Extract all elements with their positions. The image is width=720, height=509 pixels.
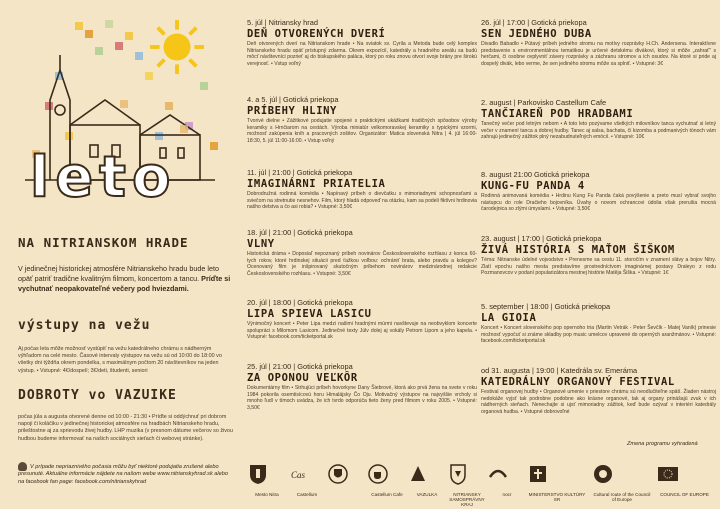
- event-title: ŽIVÁ HISTÓRIA S MAŤOM ŠIŠKOM: [481, 244, 675, 256]
- intro-text-highlight: Príďte si vychutnať neopakovateľné večery pod hviezdami.: [18, 273, 231, 293]
- event-card: [247, 18, 477, 68]
- event-card: [481, 18, 716, 68]
- event-card: [247, 298, 477, 341]
- event-title: PRÍBEHY HLINY: [247, 105, 337, 117]
- event-card: [481, 302, 716, 345]
- left-column: [0, 0, 245, 509]
- event-description: Rodinná animovaná komédia • Hrdinu Kung Fu Panda čaká povýšenie a preto musí vybrať svojho nástupcu do role Dračieho bojovníka. Úvahy o novom ochrancovi údolia však prerušia mocná čarodejnica so zlými úmyslami. • Vstupné: 3,50€: [481, 193, 716, 213]
- logo-label: nocr: [502, 492, 512, 497]
- event-date-place: 2. august | Parkovisko Castellum Cafe: [481, 98, 607, 107]
- logo-castellum[interactable]: [287, 463, 327, 501]
- logo-label: MINISTERSTVO KULTÚRY SR: [528, 492, 586, 503]
- program-change-note: Zmena programu vyhradená: [627, 441, 698, 447]
- intro-text-main: V jedinečnej historickej atmosfére Nitrianskeho hradu bude leto opäť patriť tradične kvalitným filmom, koncertom a tancu.: [18, 264, 219, 283]
- event-description: Výnimočný koncert • Peter Lipa medzi našimi hradnými múrmi navštevuje na neobvyklom koncerte spolupráci s Milomom Lasicom. Jedinečné texty Júlv dolej aj vokály Petrom Lipom a jeho kapela. • Vstupné: facebook.com/ticketportal.sk: [247, 321, 477, 341]
- event-description: Divadlo Babadlo • Pútavý príbeh jedného stromu na motívy rozprávky H.Ch. Andersena. Interaktívne predstavenie s environmentálnou tematikou je určené detskému divákovi, ktorý si môže „zahrať" s herčami, či osobne ovplyvniť závery rozprávky a záchranu stromov a ich osudov. Na ktoré si pride aj dospelý divák, lebo verme, že sen jediného stromu môže sa splniť. • Vstupné: 3€: [481, 41, 716, 68]
- event-date-place: 23. august | 17:00 | Gotická priekopa: [481, 234, 602, 243]
- festival-title: leto: [30, 145, 177, 210]
- event-card: [247, 228, 477, 278]
- weather-note: [18, 462, 233, 486]
- crest-icon: [327, 463, 349, 485]
- logo-label: COUNCIL OF EUROPE: [660, 492, 709, 497]
- event-description: Téma: Nitrianske údelné vojvodstvo • Prenesme sa cestu 11. storočím v znamení slávy a bojov Nitry. Zlatí epochu našho mesta predstavíme prostredníctvom imaginárnej postavy Draleyo z rodu Pozmanovcov v podaní popularizátora mestnej histórie Matěja Šiška. • Vstupné: 1€: [481, 257, 716, 277]
- event-card: [481, 170, 716, 213]
- svg-text:Cas: Cas: [290, 470, 306, 480]
- event-date-place: 26. júl | 17:00 | Gotická priekopa: [481, 18, 587, 27]
- vazulka-icon: [407, 463, 429, 485]
- tower-section-text: Aj počas leta môže možnosť vystúpiť na vežu katedrálneho chrámu s nádherným výhľadom na celé mesto. Časové intervaly výstupov na vežu sú od 10:00 do 18:00 vo všetky dni týždňa okrem pondelka, s maximálnym počtom 20 návštevníkov na jeden výstup. • Vstupné: 4€/dospelí; 3€/deti, študenti, seniori: [18, 346, 222, 374]
- cloud-rain-icon: [18, 462, 27, 471]
- logo-label: NITRIANSKY SAMOSPRÁVNY KRAJ: [449, 492, 485, 508]
- ministry-icon: [527, 463, 549, 485]
- event-title: LA GIOIA: [481, 312, 537, 324]
- logo-mesto-nitra[interactable]: [247, 463, 287, 501]
- logo-label: Castellum: [296, 492, 318, 497]
- city-crest-icon: [247, 463, 269, 485]
- logo-nsk[interactable]: [447, 463, 487, 508]
- event-card: [247, 168, 477, 211]
- event-date-place: 18. júl | 21:00 | Gotická priekopa: [247, 228, 353, 237]
- event-title: TANČIAREŇ POD HRADBAMI: [481, 108, 634, 120]
- event-description: Tanečný večer pod letným nebom • A toto leto pozývame všetkých milovníkov tanca vychutnať si letný večer v znamení tanca a dobrej hudby. Tanec aj salsa, bachata, či kizomba a podmanivých tónoch vám zahrajú jedinečný zážitok plný nezabudnuteľných emócií. • Vstupné: 10€: [481, 121, 716, 141]
- vazulka-section-title: DOBROTY vo VAZUIKE: [18, 388, 177, 403]
- event-date-place: 5. júl | Nitriansky hrad: [247, 18, 318, 27]
- weather-note-text: V prípade nepriaznivého počasia môžu byť niektoré podujatia zrušené alebo presunuté. Aktuálne informácie nájdete na našom webe www.nitrianskyhrad.sk alebo na facebook fan page: facebook.com/nitrianskyhrad: [18, 463, 228, 485]
- event-card: [481, 98, 716, 141]
- event-date-place: 25. júl | 21:00 | Gotická priekopa: [247, 362, 353, 371]
- logo-label: VAZULKA: [416, 492, 438, 497]
- event-title: SEN JEDNÉHO DUBA: [481, 28, 592, 40]
- event-title: LIPA SPIEVA LASICU: [247, 308, 372, 320]
- event-title: KATEDRÁLNY ORGANOVÝ FESTIVAL: [481, 376, 675, 388]
- event-title: ZA OPONOU VEĽKÔR: [247, 372, 358, 384]
- right-column: [481, 0, 716, 509]
- event-title: DEŇ OTVORENÝCH DVERÍ: [247, 28, 386, 40]
- festival-subtitle: NA NITRIANSKOM HRADE: [18, 235, 189, 250]
- event-description: Tvorivé dielne • Zážitkové podujatie spojené s praktickými ukážkami tradičných spôsobov výroby keramiky s Hrnčiarom na cestách. Výroba miniatúr velkomoravskej keramiky s typickými vzormi, možnosť zakúpenia kníh a pracovných zošitov. Organizátor: Matica slovenská Nitra | 4. júl 16:00-18:30, 5. júl 11:00-16:00. • Vstup voľný: [247, 118, 477, 145]
- region-crest-icon: [447, 463, 469, 485]
- event-title: KUNG-FU PANDA 4: [481, 180, 585, 192]
- event-date-place: 11. júl | 21:00 | Gotická priekopa: [247, 168, 353, 177]
- logo-cultural-route[interactable]: [592, 463, 652, 501]
- partner-logos: [247, 463, 717, 508]
- logo-label: Mesto Nitra: [255, 492, 279, 497]
- middle-column: [247, 0, 477, 509]
- event-date-place: 4. a 5. júl | Gotická priekopa: [247, 95, 339, 104]
- event-description: Koncert • Koncert slovenského pop opernoho tria (Martin Vetrák - Peter Ševčík - Matej Vaník) prinesie možnosť vypočuť si známe skladby pop music umelcov upravené do operných aranžmánov. • Vstupné: facebook.com/ticketportal.sk: [481, 325, 716, 345]
- castellum-icon: [287, 463, 309, 485]
- nocr-icon: [487, 463, 509, 485]
- logo-council-of-europe[interactable]: [657, 463, 712, 501]
- logo-label: Cultural route of the Council of Europe: [593, 492, 651, 503]
- council-europe-icon: [657, 463, 679, 485]
- logo-label: Castellum Cafe: [371, 492, 403, 497]
- event-date-place: od 31. augusta | 19:00 | Katedrála sv. Emeráma: [481, 366, 638, 375]
- vazulka-section-text: počas júla a augusta otvorené denne od 10:00 - 21:30 • Príďte si oddýchnuť pri dobrom napoji či koláčiku v jedinečnej historickej atmosfére na hradbách Nitrianskeho hradu, prileštostne aj za sprievodu živej hudby. LHP muzika (v presnom dátume večerov so živou hudbou budeme informovať na našich sociálnych sieťach či webovej stránke).: [18, 414, 233, 442]
- logo-castellum-cafe[interactable]: [367, 463, 407, 501]
- event-card: [481, 366, 716, 416]
- event-description: Festival organovej hudby • Organové umenie v priestore chrámu sú neodlučiteľne spätí. Žiaden nástroj nedokáže vyjsť tak podrobne podobne ako krásne organové, tak aj organy prinášajú zvuk v ich nádherných sieňach. Nenechajte si ujsť mimoriadny zážitok, keď bude ozývať v interiéri katedrály organová hudba. • Vstupné dobrovoľné: [481, 389, 716, 416]
- event-description: Dokumentárny film • Strhujúci príbeh hovorkyne Dany Šiebrové, ktorá ako prvá žena na svete v roku 1984 pokorila osemtisícovú horu Himalájsky Čo Oju. Motivačný výstupov na najvyššie vrcholy si mnoho ľudí v tímoch uvádza, že ich tvrdo odporúča tieto ženy pred filmom v roku 2005. • Vstupné: 3,50€: [247, 385, 477, 412]
- event-date-place: 8. august 21:00 Gotická priekopa: [481, 170, 590, 179]
- logo-crest[interactable]: [327, 463, 367, 501]
- intro-text: [18, 264, 233, 293]
- event-date-place: 5. september | 18:00 | Gotická priekopa: [481, 302, 611, 311]
- event-card: [481, 234, 716, 277]
- castellum-cafe-icon: [367, 463, 389, 485]
- event-title: IMAGINÁRNI PRIATELIA: [247, 178, 386, 190]
- hero: [0, 0, 245, 230]
- event-description: Historická dráma • Doposiaľ nepoznaný príbeh novinárov Československého rozhlasu z konca 60-tych rokov, ktoré hrdinskej situácii pred ťažkou voľbou: ochrániť brata, alebo pravdu a kolegov? Ocenovaný film je inšpirovaný skutočným príbehom novinárov medzinárodnej redakcie Československého rozhlasu. • Vstupné: 3,50€: [247, 251, 477, 278]
- event-description: Deň otvorených dverí na Nitrianskom hrade • Na sviatok sv. Cyrila a Metoda bude celý komplex Nitrianskeho hradu opäť prístupný zdarma. Okrem expozícií, katedrály a hradného areálu sa budú môcť návštevníci pozrieť aj do biskupského paláca, ktorý po roku znovu otvorí svoje brány pre širokú verejnosť. • Vstup voľný: [247, 41, 477, 68]
- tower-section-title: výstupy na vežu: [18, 318, 151, 333]
- logo-vazulka[interactable]: [407, 463, 447, 501]
- logo-nocr[interactable]: [487, 463, 527, 501]
- event-date-place: 20. júl | 18:00 | Gotická priekopa: [247, 298, 353, 307]
- cultural-route-icon: [592, 463, 614, 485]
- event-title: VLNY: [247, 238, 275, 250]
- event-card: [247, 362, 477, 412]
- logo-ministry[interactable]: [527, 463, 587, 501]
- event-description: Dobrodružná rodinná komédia • Napínavý príbeh o dievčatku s mimoriadnymi schopnosťami a sviečom na stretnutie nesnehov. Film, ktorý hladá odpoveď na otázku, kam sa podeli fiktívni hrdinovia našho detstva a čo asi robia? • Vstupné: 3,50€: [247, 191, 477, 211]
- event-card: [247, 95, 477, 145]
